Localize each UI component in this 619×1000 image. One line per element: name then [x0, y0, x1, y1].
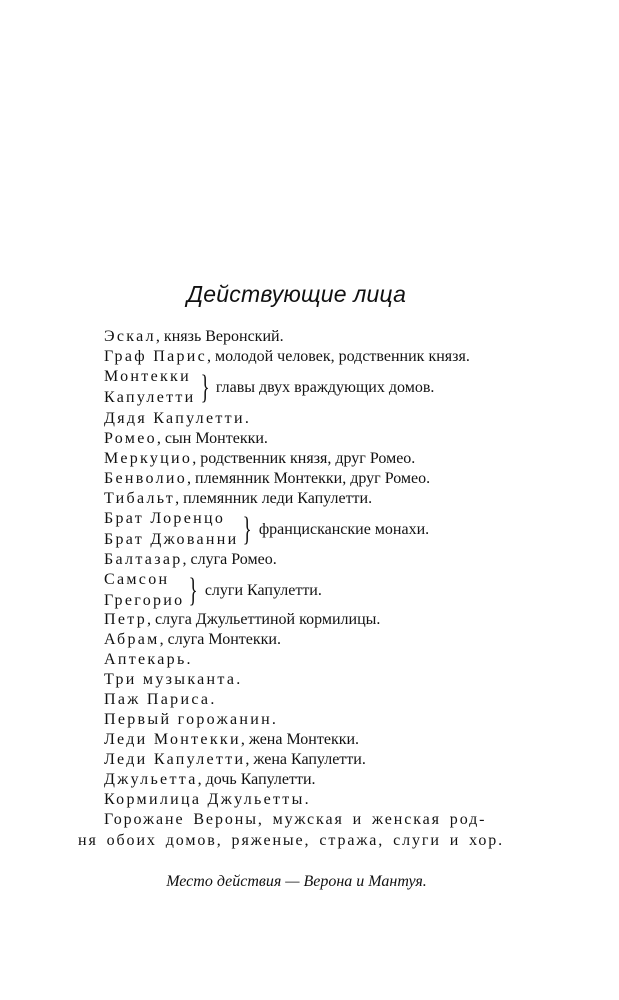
character-name: Ромео: [104, 430, 157, 447]
character-romeo: [104, 429, 268, 449]
character-name: Абрам: [104, 631, 160, 648]
character-lady-capulet: [104, 750, 366, 770]
group-desc: францисканские монахи.: [258, 520, 430, 538]
character-name: Грегорио: [104, 591, 185, 609]
group-capulet-servants: [104, 570, 322, 611]
character-desc: , слуга Джульеттиной кормилицы.: [147, 611, 381, 628]
character-first-citizen: [104, 710, 278, 730]
character-juliet: [104, 770, 316, 790]
character-name: Леди Монтекки: [104, 731, 241, 748]
character-uncle-capulet: [104, 409, 251, 429]
character-name: Брат Джованни: [104, 530, 239, 548]
character-lady-montague: [104, 730, 359, 750]
group-heads-of-houses: [104, 367, 434, 408]
character-nurse: [104, 790, 311, 810]
character-escalus: [104, 327, 284, 347]
character-balthasar: [104, 550, 277, 570]
character-desc: , сын Монтекки.: [156, 430, 268, 447]
brace-symbol: }: [243, 510, 253, 548]
brace-symbol: }: [200, 368, 210, 406]
character-name: Петр: [104, 611, 148, 628]
character-musicians: [104, 670, 243, 690]
character-name: Бенволио: [104, 470, 188, 487]
character-name: Самсон: [104, 571, 170, 588]
character-page: [104, 690, 217, 710]
character-desc: , племянник Монтекки, друг Ромео.: [187, 470, 431, 487]
character-name: Брат Лоренцо: [104, 510, 226, 527]
character-name: Граф Парис: [104, 348, 208, 365]
page-title: Действующие лица: [186, 281, 407, 307]
citizens-line-2: ня обоих домов, ряженые, стража, слуги и хор.: [78, 832, 505, 849]
character-name: Тибальт: [104, 490, 176, 507]
group-names: [104, 367, 196, 408]
character-paris: [104, 347, 470, 367]
character-name: Дядя Капулетти.: [104, 410, 252, 427]
character-desc: , жена Капулетти.: [245, 751, 366, 768]
character-name: Балтазар: [104, 551, 183, 568]
character-apothecary: [104, 650, 193, 670]
character-tybalt: [104, 489, 372, 509]
character-desc: , дочь Капулетти.: [197, 771, 316, 788]
character-benvolio: [104, 469, 430, 489]
group-desc: слуги Капулетти.: [204, 581, 322, 599]
citizens-line-1: Горожане Вероны, мужская и женская род-: [104, 811, 487, 828]
group-desc: главы двух враждующих домов.: [215, 378, 435, 396]
character-name: Паж Париса.: [104, 691, 217, 708]
character-desc: , слуга Монтекки.: [159, 631, 281, 648]
character-desc: , жена Монтекки.: [240, 731, 360, 748]
character-peter: [104, 610, 380, 630]
character-mercutio: [104, 449, 415, 469]
character-desc: , князь Веронский.: [155, 328, 284, 345]
setting-note: Место действия — Верона и Мантуя.: [166, 873, 427, 890]
character-name: Меркуцио: [104, 450, 193, 467]
character-desc: , слуга Ромео.: [182, 551, 277, 568]
character-name: Джульетта: [104, 771, 198, 788]
character-name: Леди Капулетти: [104, 751, 246, 768]
character-name: Три музыканта.: [104, 671, 243, 688]
character-desc: , родственник князя, друг Ромео.: [192, 450, 416, 467]
group-friars: [104, 509, 429, 550]
character-abram: [104, 630, 281, 650]
character-desc: , племянник леди Капулетти.: [175, 490, 373, 507]
character-desc: , молодой человек, родственник князя.: [207, 348, 470, 365]
character-name: Капулетти: [104, 388, 196, 406]
character-name: Эскал: [104, 328, 156, 345]
brace-symbol: }: [189, 571, 199, 609]
group-names: [104, 509, 238, 550]
character-name: Кормилица Джульетты.: [104, 791, 311, 808]
group-names: [104, 570, 184, 611]
character-name: Аптекарь.: [104, 651, 193, 668]
character-name: Первый горожанин.: [104, 711, 279, 728]
character-name: Монтекки: [104, 368, 191, 385]
